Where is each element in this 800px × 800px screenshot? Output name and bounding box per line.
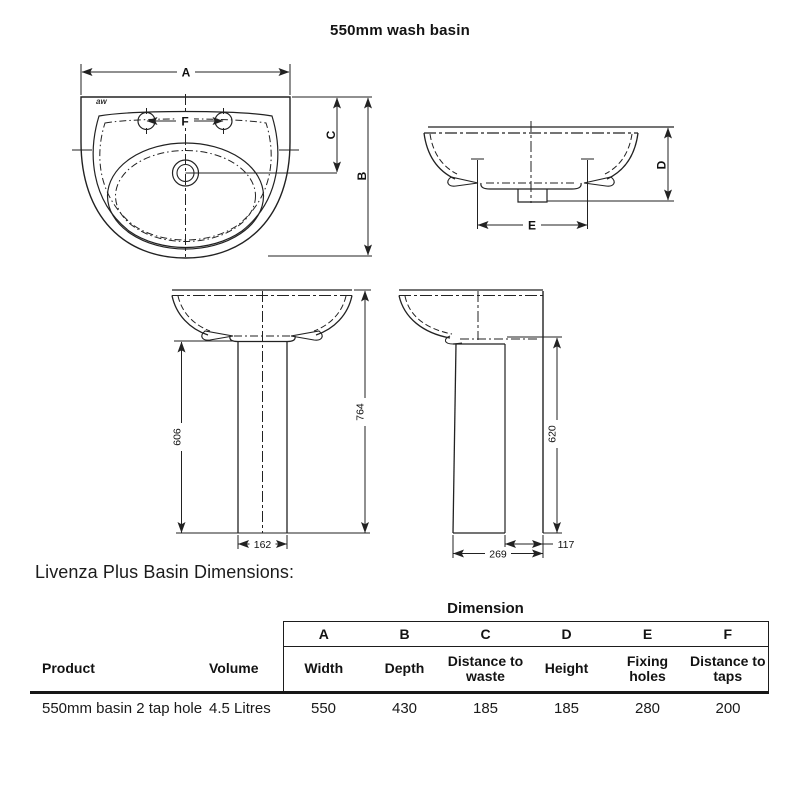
product-header: Product: [30, 647, 207, 693]
dimensions-table: [30, 596, 768, 723]
svg-text:269: 269: [489, 548, 507, 561]
waste-outlet: [518, 189, 547, 202]
svg-text:620: 620: [546, 425, 559, 443]
svg-text:D: D: [654, 160, 669, 170]
brand-mark-text: aw: [96, 97, 107, 106]
bowl-left-hidden: [178, 296, 210, 331]
col-letter-a: A: [283, 622, 364, 647]
mount-lug-left: [202, 331, 233, 340]
value-distance-to-waste: 185: [472, 700, 499, 717]
pedestal-side-view: [399, 290, 562, 561]
dim-label-d: [655, 160, 669, 169]
col-letter-e: E: [607, 622, 688, 647]
dim-label-f: [176, 114, 194, 129]
bowl-right-hidden: [605, 134, 632, 174]
value-depth: 430: [391, 700, 418, 717]
dimensions-table-grid: [30, 596, 769, 723]
volume-header: Volume: [207, 647, 283, 693]
svg-text:117: 117: [557, 538, 575, 551]
brand-mark: [96, 97, 107, 106]
svg-text:A: A: [181, 65, 191, 80]
bowl-lip: [445, 336, 462, 344]
page-title: 550mm wash basin: [330, 22, 470, 39]
mount-lug-right: [291, 331, 322, 340]
col-label-fixing-holes: Fixing holes: [607, 647, 688, 693]
col-label-height: Height: [526, 647, 607, 693]
dim-label-764: [353, 398, 366, 426]
dim-label-269: [485, 547, 511, 560]
pedestal-front-view: [172, 290, 371, 549]
dim-label-620: [545, 420, 558, 448]
value-distance-to-taps: 200: [715, 700, 741, 717]
bowl-left-outline: [172, 296, 208, 336]
svg-text:B: B: [355, 171, 369, 181]
bowl-right-hidden: [314, 296, 346, 331]
dim-label-117: [554, 538, 578, 551]
product-name-cell: 550mm basin 2 tap hole: [42, 700, 203, 717]
volume-cell: 4.5 Litres: [209, 700, 271, 717]
dim-label-c: [324, 130, 338, 139]
col-letter-b: B: [364, 622, 445, 647]
basin-front-view: [424, 121, 674, 229]
dim-label-b: [355, 171, 369, 180]
dim-label-a: [177, 65, 195, 80]
basin-plan-view: [72, 64, 372, 258]
svg-text:606: 606: [171, 428, 184, 446]
bowl-left-hidden: [430, 134, 457, 174]
bowl-front-hidden: [405, 296, 452, 334]
bowl-right-outline: [316, 296, 352, 336]
dimension-header: Dimension: [447, 600, 524, 617]
col-label-distance-to-taps: Distance to taps: [688, 647, 768, 693]
product-data-row: [30, 693, 768, 724]
dim-label-162: [250, 538, 276, 551]
col-label-distance-to-waste: Distance to waste: [445, 647, 526, 693]
dim-label-606: [170, 423, 183, 451]
col-letter-f: F: [688, 622, 768, 647]
bowl-right-outline: [607, 133, 638, 179]
value-fixing-holes: 280: [634, 700, 661, 717]
blank-cell: [30, 596, 283, 622]
svg-text:764: 764: [354, 403, 367, 421]
svg-text:162: 162: [253, 538, 272, 551]
value-width: 550: [310, 700, 337, 717]
column-labels-row: [30, 647, 768, 693]
svg-text:C: C: [324, 130, 338, 140]
pedestal-front-edge: [453, 344, 456, 533]
col-letter-d: D: [526, 622, 607, 647]
svg-text:F: F: [181, 114, 189, 129]
blank-cell: [30, 622, 283, 647]
dim-label-e: [523, 218, 541, 233]
section-heading: Livenza Plus Basin Dimensions:: [35, 562, 295, 582]
dimension-header-row: [30, 596, 768, 622]
svg-text:E: E: [527, 218, 537, 233]
bowl-left-outline: [424, 133, 455, 179]
col-label-width: Width: [283, 647, 364, 693]
col-label-depth: Depth: [364, 647, 445, 693]
col-letter-c: C: [445, 622, 526, 647]
value-height: 185: [553, 700, 580, 717]
dimension-letters-row: [30, 622, 768, 647]
